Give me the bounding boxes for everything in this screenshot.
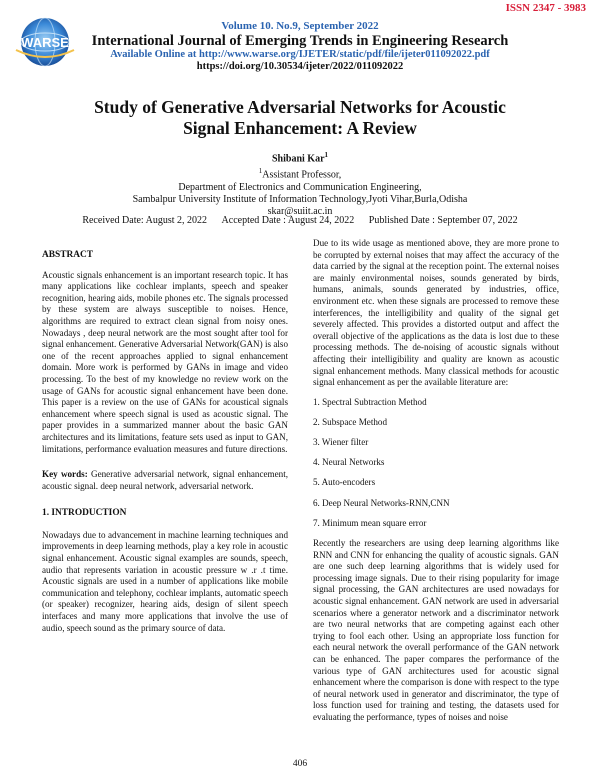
doi-link[interactable]: https://doi.org/10.30534/ijeter/2022/011092022 [196,61,404,72]
dates-line [0,215,600,226]
list-item: 5. Auto-encoders [313,477,376,488]
abstract-heading: ABSTRACT [42,250,94,260]
paper-title [0,97,600,139]
right-paragraph-2: Recently the researchers are using deep learning algorithms like RNN and CNN for enhancing the quality of acoustic signals. GAN are one such deep learning algorithms that is widely used for processing image signals. Due to their rising popularity for image signal processing, the GAN architectures are used nowadays for acoustic signal enhancement. GAN network are used in adversarial scenarios where a generator network and a discriminator network are two neural networks that are competing against each other trying to fool each other. Using an appropriate loss function for each neural network the overall performance of the GAN network can be enhanced. The paper compares the performance of the various type of GAN architectures used for acoustic signal enhancement where the comparison is done with respect to the type of neural network used in generator and discriminator, the type of loss function used for training and testing, the datasets used for evaluating the performance, types of noises and noise [313,538,559,722]
abstract-text: Acoustic signals enhancement is an important research topic. It has many applications like cochlear implants, speech and speaker recognition, hearing aids, mobile phones etc. The signals processed by these system are always susceptible to noises. Hence, algorithms are required to extract clean signal from noisy ones. Nowadays , deep neural network are the most sought after tool for signal enhancement. Generative Adversarial Network(GAN) is also one of the recent approaches applied to signal enhancement domain. More work is performed by GANs in image and video processing. To the best of my knowledge no review work on the usage of GANs for acoustic signal enhancement have been done. This paper is a review on the use of GANs for acoustical signals enhancement where speech signal is used as acoustic signal. The paper provides in a summarized manner about the basic GAN architectures and its limitations, feature sets used as input to GAN, limitations, performance evaluation measures and future directions. [42,269,288,454]
journal-header [0,20,600,73]
affiliation-university: Sambalpur University Institute of Information Technology,Jyoti Vihar,Burla,Odisha [132,193,468,205]
keywords-text: Generative adversarial network, signal enhancement, acoustic signal. deep neural network, adversarial network. [42,469,288,491]
author-name: Shibani Kar [271,153,325,165]
title-line-2: Signal Enhancement: A Review [183,118,417,138]
author-block [0,149,600,218]
list-item: 6. Deep Neural Networks-RNN,CNN [313,497,450,508]
journal-name: International Journal of Emerging Trends in Engineering Research [91,33,509,49]
role-superscript: 1 [258,167,263,176]
keywords [42,469,288,492]
issn-label: ISSN 2347 - 3983 [505,2,586,14]
title-line-1: Study of Generative Adversarial Networks for Acoustic [94,97,506,117]
keywords-label: Key words: [42,469,88,480]
accepted-date: Accepted Date : August 24, 2022 [221,215,355,226]
author-role: Assistant Professor, [262,169,342,181]
author-email[interactable]: skar@suiit.ac.in [267,205,333,217]
author-name-line [0,149,600,165]
left-column [42,250,288,642]
right-paragraph-1: Due to its wide usage as mentioned above, they are more prone to be corrupted by external noises that may affect the accuracy of the data carried by the signal at the reception point. The external noises are mainly environmental noises, sounds generated by birds, humans, animals, sounds generated by industries, office, environment etc. when these signals are processed to remove these interferences, the intelligibility and quality of the signal get severely affected. This provides a distorted output and affect the overall objective of the applications as the data is lost due to these processing methods. The de-noising of acoustic signals without affecting their intelligibility and quality are known as acoustic signal enhancement methods. Many classical methods for acoustic signal enhancement as per the available literature are: [313,238,559,388]
author-superscript: 1 [324,151,329,159]
introduction-text: Nowadays due to advancement in machine learning techniques and improvements in deep learning methods, play a key role in acoustic signal enhancement. Acoustic signal examples are sounds, speech, audio that represents variation in acoustic pressure w .r .t time. Acoustic signals are used in a number of applications like mobile communication and telephony, cochlear implants, automatic speech (or speaker) recognizer, hearing aids, design of silent speech interfaces and many more applications that involve the use of audio, speech sound as the primary source of data. [42,529,288,633]
list-item: 7. Minimum mean square error [313,517,427,528]
list-item: 1. Spectral Subtraction Method [313,396,427,407]
methods-list [313,397,559,530]
list-item: 3. Wiener filter [313,437,369,448]
volume-line: Volume 10. No.9, September 2022 [221,20,379,32]
introduction-heading: 1. INTRODUCTION [42,508,127,519]
affiliation-department: Department of Electronics and Communication Engineering, [178,181,422,193]
list-item: 2. Subspace Method [313,416,388,427]
author-role-line [0,165,600,181]
right-column [313,238,559,732]
logo-text: WARSE [21,35,69,50]
page-number: 406 [292,759,308,769]
available-online-link[interactable]: Available Online at http://www.warse.org/IJETER/static/pdf/file/ijeter011092022.pdf [110,49,490,60]
published-date: Published Date : September 07, 2022 [368,215,518,226]
received-date: Received Date: August 2, 2022 [82,215,208,226]
list-item: 4. Neural Networks [313,457,385,468]
